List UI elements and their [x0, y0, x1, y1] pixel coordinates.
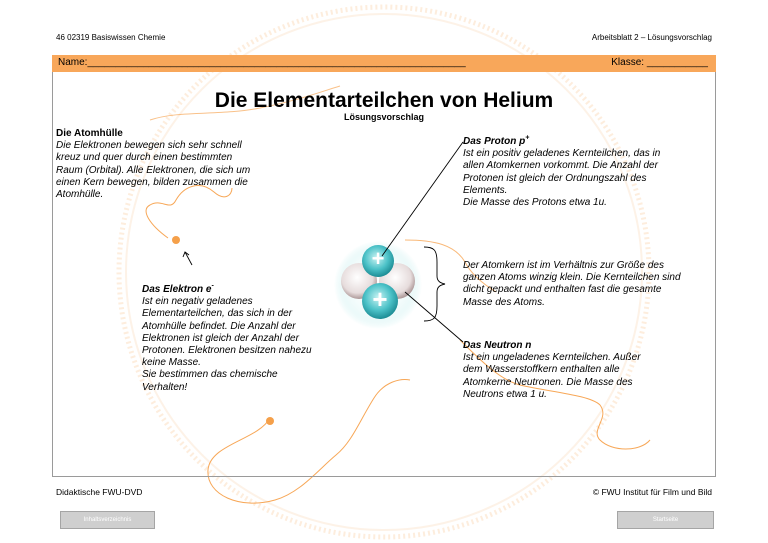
- class-label: Klasse: ___________: [611, 57, 708, 68]
- proton-line: allen Atomkernen vorkommt. Die Anzahl der: [463, 160, 658, 172]
- page-title: Die Elementarteilchen von Helium: [214, 89, 554, 112]
- atomhuelle-heading: Die Atomhülle: [56, 128, 123, 139]
- name-label: Name:____________________________________________________________________: [58, 57, 466, 68]
- neutron-line: Neutrons etwa 1 u.: [463, 388, 547, 400]
- home-button[interactable]: Startseite: [617, 511, 714, 529]
- atomkern-line: ganzen Atoms winzig klein. Die Kernteilchen sind: [463, 272, 681, 284]
- toc-button[interactable]: Inhaltsverzeichnis: [60, 511, 155, 529]
- elektron-line: Protonen. Elektronen besitzen nahezu: [142, 345, 312, 357]
- atomkern-block: [463, 260, 681, 309]
- atomkern-line: Masse des Atoms.: [463, 296, 545, 308]
- elektron-line: Elektronen ist gleich der Anzahl der: [142, 332, 299, 344]
- atomhuelle-block: [56, 128, 250, 201]
- proton-line: Ist ein positiv geladenes Kernteilchen, das in: [463, 148, 661, 160]
- elektron-heading: Das Elektron e-: [142, 282, 214, 295]
- atomhuelle-line: Die Elektronen bewegen sich sehr schnell: [56, 140, 242, 152]
- atomkern-line: dicht gepackt und enthalten fast die gesamte: [463, 284, 662, 296]
- proton-line: Protonen ist gleich der Ordnungszahl des: [463, 172, 647, 184]
- neutron-block: [463, 340, 641, 401]
- atomhuelle-line: Atomhülle.: [56, 189, 104, 201]
- proton-heading: Das Proton p+: [463, 134, 530, 147]
- elektron-line: keine Masse.: [142, 357, 201, 369]
- atomkern-line: Der Atomkern ist im Verhältnis zur Größe des: [463, 260, 664, 271]
- elektron-line: Verhalten!: [142, 381, 188, 393]
- footer-right: © FWU Institut für Film und Bild: [592, 487, 712, 497]
- elektron-line: Sie bestimmen das chemische: [142, 369, 278, 381]
- footer-left: Didaktische FWU-DVD: [56, 487, 143, 497]
- svg-text:+: +: [372, 284, 388, 314]
- header-left: 46 02319 Basiswissen Chemie: [56, 33, 166, 42]
- atomhuelle-line: Raum (Orbital). Alle Elektronen, die sich um: [56, 164, 251, 176]
- proton-block: [463, 136, 660, 209]
- proton-line: Elements.: [463, 184, 508, 196]
- elektron-line: Ist ein negativ geladenes: [142, 296, 253, 308]
- neutron-line: Atomkerne Neutronen. Die Masse des: [463, 376, 633, 388]
- elektron-line: Elementarteilchen, das sich in der: [142, 308, 293, 320]
- svg-text:+: +: [371, 246, 385, 271]
- name-bar: [52, 55, 716, 72]
- neutron-heading: Das Neutron n: [463, 340, 532, 351]
- neutron-line: Ist ein ungeladenes Kernteilchen. Außer: [463, 352, 641, 364]
- atomhuelle-line: einen Kern bewegen, bilden zusammen die: [56, 176, 248, 188]
- elektron-block: [142, 284, 312, 394]
- neutron-line: dem Wasserstoffkern enthalten alle: [463, 364, 620, 376]
- proton-line: Die Masse des Protons etwa 1u.: [463, 197, 607, 209]
- atomhuelle-line: kreuz und quer durch einen bestimmten: [56, 152, 233, 164]
- page-subtitle: Lösungsvorschlag: [343, 112, 424, 122]
- header-right: Arbeitsblatt 2 – Lösungsvorschlag: [591, 33, 712, 42]
- elektron-line: Atomhülle befindet. Die Anzahl der: [142, 320, 296, 332]
